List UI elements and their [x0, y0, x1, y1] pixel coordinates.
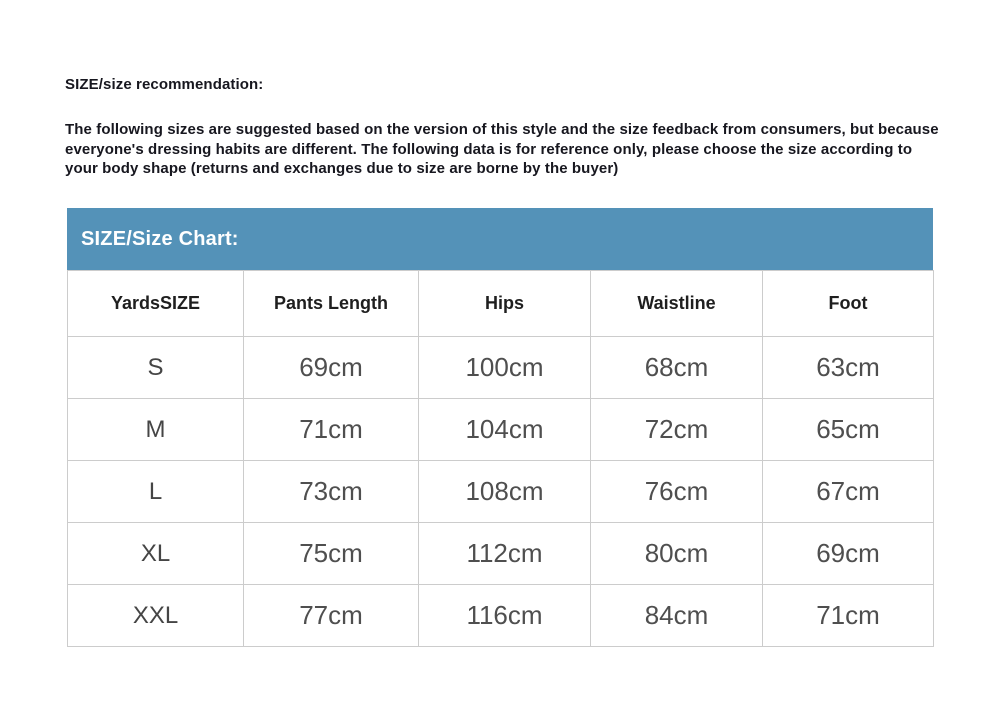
foot-cell: 67cm: [763, 461, 934, 523]
size-label-cell: XL: [68, 523, 244, 585]
table-header-row: [68, 271, 934, 337]
column-header-yards-size: YardsSIZE: [68, 271, 244, 337]
pants-length-cell: 71cm: [244, 399, 419, 461]
table-row-xl: [68, 523, 934, 585]
table-row-s: [68, 337, 934, 399]
pants-length-cell: 73cm: [244, 461, 419, 523]
waistline-cell: 84cm: [591, 585, 763, 647]
size-label-cell: M: [68, 399, 244, 461]
table-row-xxl: [68, 585, 934, 647]
column-header-foot: Foot: [763, 271, 934, 337]
foot-cell: 65cm: [763, 399, 934, 461]
size-label-cell: L: [68, 461, 244, 523]
foot-cell: 63cm: [763, 337, 934, 399]
size-label-cell: XXL: [68, 585, 244, 647]
column-header-waistline: Waistline: [591, 271, 763, 337]
size-chart-table: [67, 270, 934, 647]
size-chart-title: SIZE/Size Chart:: [81, 227, 239, 250]
hips-cell: 100cm: [419, 337, 591, 399]
foot-cell: 69cm: [763, 523, 934, 585]
hips-cell: 112cm: [419, 523, 591, 585]
column-header-hips: Hips: [419, 271, 591, 337]
foot-cell: 71cm: [763, 585, 934, 647]
waistline-cell: 80cm: [591, 523, 763, 585]
pants-length-cell: 75cm: [244, 523, 419, 585]
pants-length-cell: 69cm: [244, 337, 419, 399]
pants-length-cell: 77cm: [244, 585, 419, 647]
size-label-cell: S: [68, 337, 244, 399]
size-recommendation-heading: SIZE/size recommendation:: [65, 76, 264, 93]
column-header-pants-length: Pants Length: [244, 271, 419, 337]
size-chart-title-bar: [67, 208, 933, 270]
hips-cell: 116cm: [419, 585, 591, 647]
hips-cell: 104cm: [419, 399, 591, 461]
table-row-m: [68, 399, 934, 461]
waistline-cell: 72cm: [591, 399, 763, 461]
waistline-cell: 76cm: [591, 461, 763, 523]
waistline-cell: 68cm: [591, 337, 763, 399]
hips-cell: 108cm: [419, 461, 591, 523]
size-recommendation-text: The following sizes are suggested based on the version of this style and the size feedback from consumers, but because everyone's dressing habits are different. The following data is for reference only, please choose the size according to your body shape (returns and exchanges due to size are borne by the buyer): [65, 121, 939, 177]
table-row-l: [68, 461, 934, 523]
